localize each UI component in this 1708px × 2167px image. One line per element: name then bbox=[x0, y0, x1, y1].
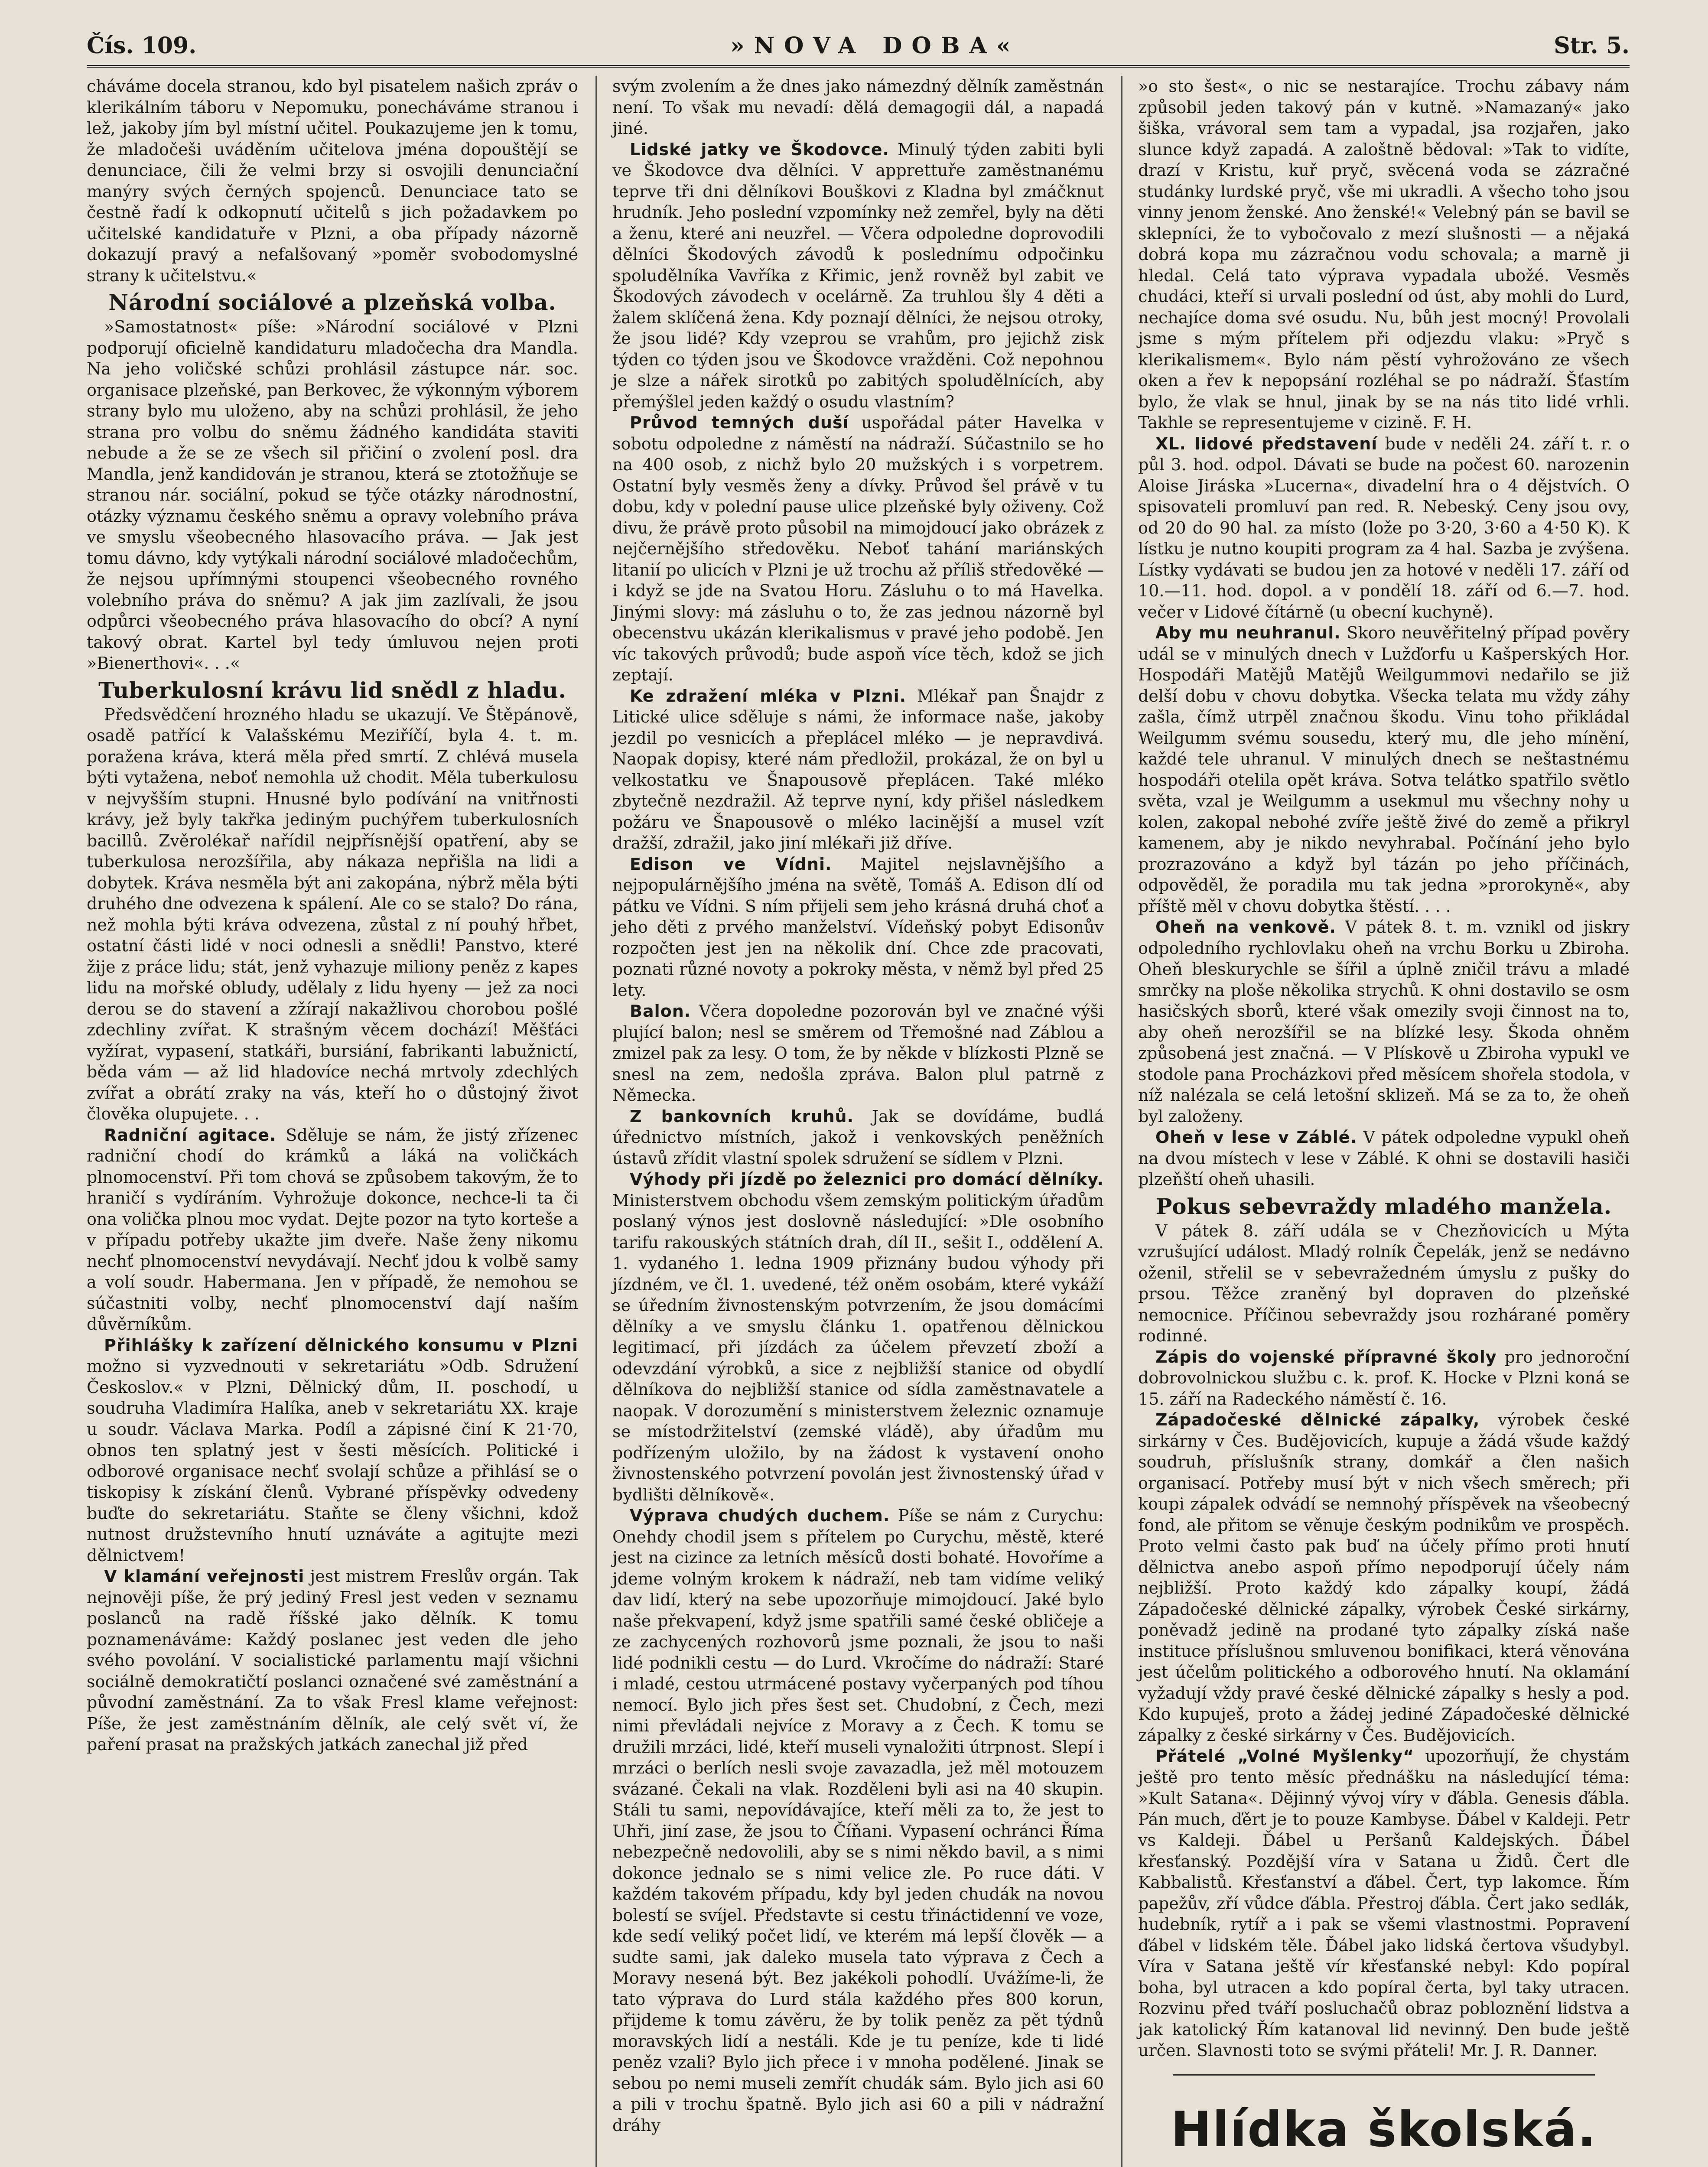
article-lead: Ke zdražení mléka v Plzni. bbox=[630, 686, 907, 706]
column-3 bbox=[1121, 76, 1630, 2167]
section-divider bbox=[1173, 2074, 1595, 2076]
article-lead: Z bankovních kruhů. bbox=[630, 1106, 854, 1126]
article-text: Majitel nejslavnějšího a nejpopulárnějšího jména na světě, Tomáš A. Edison dlí od pátku ve Vídni. S ním přijeli sem jeho krásná druhá choť a jeho děti z prvého manželství. Vídeňský pobyt Edisonův rozpočten jest jen na několik dní. Chce zde pracovati, poznati různé novoty a pokroky města, v němž byl před 25 lety. bbox=[612, 854, 1104, 1000]
column-1 bbox=[87, 76, 578, 2167]
article-heading: Národní sociálové a plzeňská volba. bbox=[108, 290, 556, 315]
article-text: bude v neděli 24. září t. r. o půl 3. hod. odpol. Dávati se bude na počest 60. narozenin Aloise Jiráska »Lucerna«, divadelní hra o 4 dějstvích. O spisovateli promluví pan red. R. Nebeský. Ceny jsou ovy, od 20 do 90 hal. za místo (lože po 3·20, 3·60 a 4·50 K). K lístku je nutno koupiti program za 4 hal. Sazba je zvýšena. Lístky vydávati se budou jen za hotové v neděli 17. září od 10.—11. hod. dopol. a v pondělí 18. září od 6.—7. hod. večer v Lidové čítárně (u obecní kuchyně). bbox=[1138, 434, 1630, 621]
section-rubric: Hlídka školská. bbox=[1171, 2101, 1597, 2158]
article-paragraph: »Samostatnost« píše: »Národní sociálové v Plzni podporují oficielně kandidaturu mladočecha dra Mandla. Na jeho voličské schůzi prohlásil zástupce nár. soc. organisace plzeňské, pan Berkovec, že výkonným výborem strany bylo mu uloženo, aby na schůzi prohlásil, že jeho strana pro volbu do sněmu žádného kandidáta staviti nebude a že se ze všech sil přičiní o zvolení posl. dra Mandla, jenž kandidován je stranou, která se ztotožňuje se stranou nár. sociální, pokud se týče otázky národnostní, otázky významu českého sněmu a opravy volebního práva ve smyslu všeobecného hlasovacího práva. — Jak jest tomu dávno, kdy vytýkali národní sociálové mladočechům, že nejsou upřímnými stoupenci všeobecného rovného volebního práva do sněmu? A jak jim zazlívali, že jsou odpůrci všeobecného práva hlasovacího do obcí? A nyní takový obrat. Kartel byl tedy úmluvou nejen proti »Bienerthovi«. . .« bbox=[87, 317, 578, 673]
article-lead: Oheň na venkově. bbox=[1155, 918, 1336, 937]
article-lead: Přihlášky k zařízení dělnického konsumu v Plzni bbox=[104, 1335, 578, 1355]
article-lead: Lidské jatky ve Škodovce. bbox=[630, 140, 889, 159]
article-text: Ministerstvem obchodu všem zemským politickým úřadům poslaný výnos jest doslovně následující: »Dle osobního tarifu rakouských státních drah, díl II., sešit I., oddělení A. 1. vydaného 1. ledna 1909 přiznány budou výhody při jízdném, ve čl. 1. uvedené, též oněm osobám, které vykáží se úředním živnostenským potvrzením, že jsou domácími dělníky a ve smyslu článku 1. opatřenou dělnickou legitimací, při jízdách za účelem převzetí zboží a odevzdání výrobků, a sice z nejbližší stanice od obydlí dělníkova do nejbližší stanice od sídla zaměstnavatele a naopak. V dorozumění s ministerstvem železnic oznamuje se místodržitelství (zemské vládě), aby úřadům mu podřízeným uložilo, by na žádost k vystavení onoho živnostenského potvrzení povolán jest živnostenský úřad v bydlišti dělníkově«. bbox=[612, 1191, 1104, 1504]
article-text: Včera dopoledne pozorován byl ve značné výši plující balon; nesl se směrem od Třemošné nad Záblou a zmizel pak za lesy. O tom, že by někde v blízkosti Plzně se snesl na zem, nedošla zpráva. Balon plul patrně z Německa. bbox=[612, 1002, 1104, 1105]
article-text: jest mistrem Freslův orgán. Tak nejnověji píše, že prý jediný Fresl jest veden v seznamu poslanců na radě říšské jako dělník. K tomu poznamenáváme: Každý poslanec jest veden dle jeho svého povolání. V socialistické parlamentu mají všichni sociálně demokratičtí poslanci označené své zaměstnání a původní zaměstnání. Za to však Fresl klame veřejnost: Píše, že jest zaměstnáním dělník, ale celý svět ví, že paření prasat na pražských jatkách zanechal již před bbox=[87, 1567, 578, 1754]
article-lead: Zápis do vojenské přípravné školy bbox=[1155, 1347, 1497, 1367]
article-text: Mlékař pan Šnajdr z Litické ulice sděluje s námi, že informace naše, jakoby jezdil po vesnicích a přeplácel mléko — je nepravdivá. Naopak dopisy, které nám předložil, prokázal, že on byl u velkostatku ve Šnapousově přeplácen. Také mléko zbytečně nezdražil. Až teprve nyní, kdy přišel následkem požáru ve Šnapousově o mléko lacinější a musel vzít dražší, zdražil, jako jiní mlékaři již dříve. bbox=[612, 686, 1104, 852]
article-lead: Balon. bbox=[630, 1002, 691, 1021]
article-text: Píše se nám z Curychu: Onehdy chodil jsem s přítelem po Curychu, městě, které jest na cizince za letních měsíců dosti bohaté. Hovoříme a jdeme volným krokem k nádraží, neb tam vidíme veliký dav lidí, který na sebe upozorňuje mimojdoucí. Jaké bylo naše překvapení, když jsme spatřili samé české obličeje a ze zachycených rozhovorů jsme poznali, že jsou to naši lidé podnikli cestu — do Lurd. Vkročíme do nádraží: Staré i mladé, cestou utrmácené postavy vyčerpaných pod tíhou nemocí. Bylo jich přes šest set. Chudobní, z Čech, mezi nimi převládali nejvíce z Moravy a z Čech. K tomu se družili mrzáci, lidé, kteří museli vynaložiti útrpnost. Slepí i mrzáci o berlích nesli svoje zavazadla, jež měl motouzem svázané. Čekali na vlak. Rozděleni byli asi na 40 skupin. Stáli tu sami, nepovídávajíce, kteří měli za to, že jest to Uhři, jiní zase, že jsou to Číňani. Vypasení ochránci Říma nebezpečně nedovolili, aby se s nimi někdo bavil, a s nimi dokonce jednalo se s nimi velice zle. Po ruce dáti. V každém takovém případu, kdy byl jeden chudák na novou bolestí se svíjel. Představte si cestu třináctidenní ve voze, kde sedí veliký počet lidí, ve kterém má lepší člověk — a sudte sami, jak daleko musela tato výprava z Čech a Moravy nesená být. Bez jakékoli pohodlí. Uvážíme-li, že tato výprava do Lurd stála každého přes 800 korun, přijdeme k tomu závěru, že by tolik peněz za pět týdnů moravských lidí a nestáli. Kde je tu peníze, kde ti lidé peněz vzali? Bylo jich přece i v mnoha podělené. Jinak se sebou po nemi museli zemřít chudák sám. Bylo jich asi 60 a pili v trochu špatně. Bylo jich asi 60 a pili v nádražní dráhy bbox=[612, 1506, 1104, 2135]
article-text: Jak se dovídáme, budlá úřednictvo místních, jakož i venkovských peněžních ústavů zřídit vlastní spolek sdružení se sídlem v Plzni. bbox=[612, 1106, 1104, 1168]
article-text: V pátek 8. t. m. vznikl od jiskry odpoledního rychlovlaku oheň na vrchu Borku u Zbiroha. Oheň bleskurychle se šířil a úplně zničil trávu a mladé smrčky na ploše několika strychů. K ohni dostavilo se osm hasičských sborů, které však omezily svoji činnost na to, aby oheň nerozšířil se na blízké lesy. Škoda ohněm způsobená jest značná. — V Plískově u Zbiroha vypukl ve stodole pana Procházkovi před měsícem shořela stodola, v níž nalézala se celá letošní sklizeň. Má se za to, že oheň byl založeny. bbox=[1138, 918, 1630, 1126]
article-heading: Tuberkulosní krávu lid snědl z hladu. bbox=[98, 677, 566, 703]
newspaper-title: »NOVA DOBA« bbox=[730, 32, 1020, 59]
article-text: pro jednoroční dobrovolnickou službu c. k. prof. K. Hocke v Plzni koná se 15. září na Radeckého náměstí č. 16. bbox=[1138, 1347, 1630, 1409]
article-paragraph: »o sto šest«, o nic se nestarajíce. Trochu zábavy nám způsobil jeden takový pán v kutně. »Namazaný« jako šiška, vrávoral sem tam a vypadal, jsa rozjařen, jako slunce když zapadá. A zaloštně bědoval: »Tak to vidíte, drazí v Kristu, kuř pryč, svěcená voda se zázračné studánky lurdské pryč, vše mi ukradli. A všecho toho jsou vinny jenom ženské. Ano ženské!« Velebný pán se bavil se sklepníci, že to vybočovalo z mezí slušnosti — a nějaká dobrá kopa mu zázračnou vodu schovala; a marně ji hledal. Celá tato výprava vypadala ubožé. Vesměs chudáci, kteří si urvali poslední od úst, aby mohli do Lurd, nechajíce doma své osudu. Nu, bůh jest mocný! Provolali jsme s mým přítelem při odjezdu vlaku: »Pryč s klerikalismem«. Bylo nám pěstí vyhrožováno ze všech oken a řev k nepopsání rozléhal se po nádraží. Šťastím bylo, že vlak se hnul, jinak by se na nás tito lidé vrhli. Takhle se representujeme v cizině. F. H. bbox=[1138, 77, 1630, 432]
article-lead: Průvod temných duší bbox=[630, 413, 849, 432]
article-text: výrobek české sirkárny v Čes. Budějovicích, kupuje a žádá všude každý soudruh, příslušník strany, domkář a člen našich organisací. Potřeby musí být v nich všech směrech; při koupi zápalek odvádí se nemnohý příspěvek na všeobecný fond, ale přitom se věnuje českým podnikům ve prospěch. Proto velmi často pak buď na účely přímo proti hnutí dělnictva anebo aspoň přímo nepodporují účely nám nejbližší. Proto každý kdo zápalky koupí, žádá Západočeské dělnické zápalky, výrobek České sirkárny, poněvadž jedině na prodané tyto zápalky získá naše instituce příslušnou smluvenou bonifikaci, která věnována jest účelům politického a odborového hnutí. Na oklamání vyžadují vždy pravé české dělnické zápalky s hesly a pod. Kdo kupuješ, proto a žádej jediné Západočeské dělnické zápalky z české sirkárny v Čes. Budějovicích. bbox=[1138, 1410, 1630, 1745]
article-lead: Oheň v lese v Záblé. bbox=[1155, 1128, 1357, 1147]
page-number: Str. 5. bbox=[1554, 32, 1630, 59]
article-columns bbox=[87, 76, 1630, 2167]
article-lead: Radniční agitace. bbox=[104, 1125, 277, 1145]
article-heading: Pokus sebevraždy mladého manžela. bbox=[1155, 1193, 1612, 1219]
article-text: Sděluje se nám, že jistý zřízenec radniční chodí do krámků a láká na voličkách plnomocenství. Při tom chová se způsobem takovým, že to hraničí s vydíráním. Vyhrožuje dokonce, nechce-li ta či ona volička plnou moc vydat. Dejte pozor na tyto korteše a v případu potřeby ukažte jim dveře. Naše ženy nikomu nechť plnomocenství nevydávají. Nechť jdou k volbě samy a volí soudr. Habermana. Jen v případě, že nemohou se súčastniti volby, nechť plnomocenství dají naším důvěrníkům. bbox=[87, 1125, 578, 1334]
article-lead: Výprava chudých duchem. bbox=[630, 1506, 890, 1525]
article-lead: Aby mu neuhranul. bbox=[1155, 623, 1341, 642]
article-paragraph: svým zvolením a že dnes jako námezdný dělník zaměstnán není. To však mu nevadí: dělá demagogii dál, a napadá jiné. bbox=[612, 77, 1104, 138]
article-lead: Edison ve Vídni. bbox=[630, 854, 832, 874]
article-paragraph: Předsvědčení hrozného hladu se ukazují. Ve Štěpánově, osadě patřící k Valašskému Meziříčí, byla 4. t. m. poražena kráva, která měla před smrtí. Z chlévá musela býti vytažena, neboť nemohla už chodit. Měla tuberkulosu v nejvyšším stupni. Hnusné bylo podívání na vnitřnosti krávy, jež byly takřka jediným puchýřem tuberkulosních bacillů. Zvěrolékař nařídil nejpřísnější opatření, aby se tuberkulosa nerozšířila, aby nákaza nepřišla na lidi a dobytek. Kráva nesměla být ani zakopána, nýbrž měla býti druhého dne odvezena k spálení. Ale co se stalo? Do rána, než mohla býti kráva odvezena, zůstal z ní pouhý hřbet, ostatní části lidé v noci odnesli a snědli! Panstvo, které žije z práce lidu; stát, jenž vyhazuje miliony peněz z kapes lidu na mořské obludy, udělaly z lidu hyeny — jež za noci derou se do stavení a zžírají nakažlivou chorobou pošlé zdechliny zvířat. K strašným věcem dochází! Měšťáci vyžírat, vypasení, statkáři, bursiání, fabrikanti labužnictí, běda vám — až lid hladovíce nechá mrtvoly zdechlých zvířat a obrátí zraky na vás, kteří ho o důstojný život člověka olupujete. . . bbox=[87, 705, 578, 1123]
column-2 bbox=[595, 76, 1104, 2167]
article-text: Minulý týden zabiti byli ve Škodovce dva dělníci. V apprettuře zaměstnanému teprve tři dni dělníkovi Bouškovi z Kladna byl zmáčknut hrudník. Jeho poslední vzpomínky než zemřel, byly na děti a ženu, které ani neuzřel. — Včera odpoledne doprovodili dělníci Škodových závodů k poslednímu odpočinku spoludělníka Vavříka z Křimic, jenž rovněž byl zabit ve Škodových závodech v ocelárně. Za truhlou šly 4 děti a žalem sklíčená žena. Kdy poznají dělníci, že nejsou otroky, že jsou lidé? Kdy vzeprou se vrahům, pro jejichž zisk týden co týden jsou ve Škodovce vražděni. Což nepohnou je slze a nářek sirotků po zabitých spoludělnících, aby přemýšlel jeden každý o osudu vlastním? bbox=[612, 140, 1104, 411]
article-lead: Přátelé „Volné Myšlenky“ bbox=[1155, 1747, 1415, 1766]
article-lead: V klamání veřejnosti bbox=[104, 1567, 305, 1586]
issue-number: Čís. 109. bbox=[87, 32, 197, 59]
article-text: upozorňují, že chystám ještě pro tento měsíc přednášku na následující téma: »Kult Satana«. Dějinný vývoj víry v ďábla. Genesis ďábla. Pán much, ďěrt je to pouze Kambyse. Ďábel v Kaldeji. Petr vs Kaldeji. Ďábel u Peršanů Kaldejských. Ďábel křesťanský. Pozdější víra v Satana u Židů. Čert dle Kabbalistů. Křesťanství a ďábel. Čert, typ lakomce. Řím papežův, zří vůdce ďábla. Přestroj ďábla. Čert jako sedlák, hudebník, rytíř a i pak se všemi vlastnostmi. Popravení ďábel v lidském těle. Ďábel jako lidská čertova všudybyl. Víra v Satana ještě vír křesťanské nebyl: Kdo popíral boha, byl utracen a kdo popíral čerta, byl taky utracen. Rozvinu před tváří posluchačů obraz pobloznění lidstva a jak katolický Řím katanoval lid nevinný. Den bude ještě určen. Slavnosti toto se svými přáteli! Mr. J. R. Danner. bbox=[1138, 1747, 1630, 2060]
article-text: uspořádal páter Havelka v sobotu odpoledne z náměstí na nádraží. Súčastnilo se ho na 400 osob, z nichž bylo 20 mužských i s vorpetrem. Ostatní byly vesměs ženy a dívky. Průvod šel právě v tu dobu, kdy v polední pause ulice plzeňské byly oživeny. Což divu, že právě proto působil na mimojdoucí jako obrázek z nejčernějšího středověku. Neboť tahání mariánských litanií po ulicích v Plzni je už trochu až příliš středověké — i když se jde na Svatou Horu. Zásluhu o to má Havelka. Jinými slovy: má zásluhu o to, že zas jednou názorně byl obecenstvu ukázán klerikalismus v pravé jeho podobě. Jen víc takových průvodů; bude aspoň více těch, kdož se jich zeptají. bbox=[612, 413, 1104, 684]
article-lead: Výhody při jízdě po železnici pro domácí dělníky. bbox=[630, 1170, 1104, 1189]
article-lead: Západočeské dělnické zápalky, bbox=[1155, 1410, 1480, 1429]
article-text: Skoro neuvěřitelný případ pověry udál se v minulých dnech v Lužďorfu u Kašperských Hor. Hospodáři Matějů Matějů Weilgummovi nedařilo se již delší dobu v chovu dobytka. Všecka telata mu vždy záhy zašla, čímž utrpěl značnou škodu. Vinu toho přikládal Weilgumm svému sousedu, který mu, dle jeho mínění, každé tele uhranul. V minulých dnech se neštastnému hospodáři otelila opět kráva. Sotva telátko spatřilo světlo světa, vzal je Weilgumm a usekmul mu všechny nohy u kolen, zakopal nebohé zvíře ještě živé do země a přikryl kamenem, aby je nikdo nevyhrabal. Počínání jeho bylo prozrazováno a když byl tázán po jeho příčinách, odpověděl, že poradila mu tak jedna »prorokyně«, aby příště měl v chovu dobytka štěstí. . . . bbox=[1138, 623, 1630, 916]
article-lead: XL. lidové představení bbox=[1155, 434, 1378, 453]
article-paragraph: V pátek 8. září udála se v Chezňovicích u Mýta vzrušující událost. Mladý rolník Čepelák, jenž se nedávno oženil, střelil se v sebevražedném úmyslu z pušky do prsou. Těžce zraněný byl dopraven do plzeňské nemocnice. Příčinou sebevraždy jsou rozhárané poměry rodinné. bbox=[1138, 1221, 1630, 1345]
article-text: možno si vyzvednouti v sekretariátu »Odb. Sdružení Českoslov.« v Plzni, Dělnický dům, II. poschodí, u soudruha Vladimíra Halíka, aneb v sekretariátu XX. kraje u soudr. Václava Marka. Podíl a zápisné činí K 21·70, obnos ten splatný jest v šesti měsících. Politické i odborové organisace nechť svolají schůze a přihlásí se o tiskopisy k získání členů. Vybrané příspěvky odvedeny buďte do sekretariátu. Staňte se členy všichni, kdož nutnost družstevního hnutí uznáváte a agitujte mezi dělnictvem! bbox=[87, 1357, 578, 1565]
page-header bbox=[87, 26, 1630, 68]
article-text: V pátek odpoledne vypukl oheň na dvou místech v lese v Záblé. K ohni se dostavili hasiči plzeňští oheň uhasili. bbox=[1138, 1128, 1630, 1189]
article-paragraph: cháváme docela stranou, kdo byl pisatelem našich zpráv o klerikálním táboru v Nepomuku, ponecháváme stranou i lež, jakoby jím byl místní učitel. Poukazujeme jen k tomu, že mladočeši uváděním učitelova jména dopouštějí se denunciace, čili že velmi brzy si osvojili denunciační manýry svých černých spojenců. Denunciace tato se čestně řadí k odkopnutí učitelů s jich požadavkem po učitelské kandidatuře v Plzni, a oba případy názorně dokazují pravý a nefalšovaný »poměr svobodomyslné strany k učitelstvu.« bbox=[87, 77, 578, 285]
